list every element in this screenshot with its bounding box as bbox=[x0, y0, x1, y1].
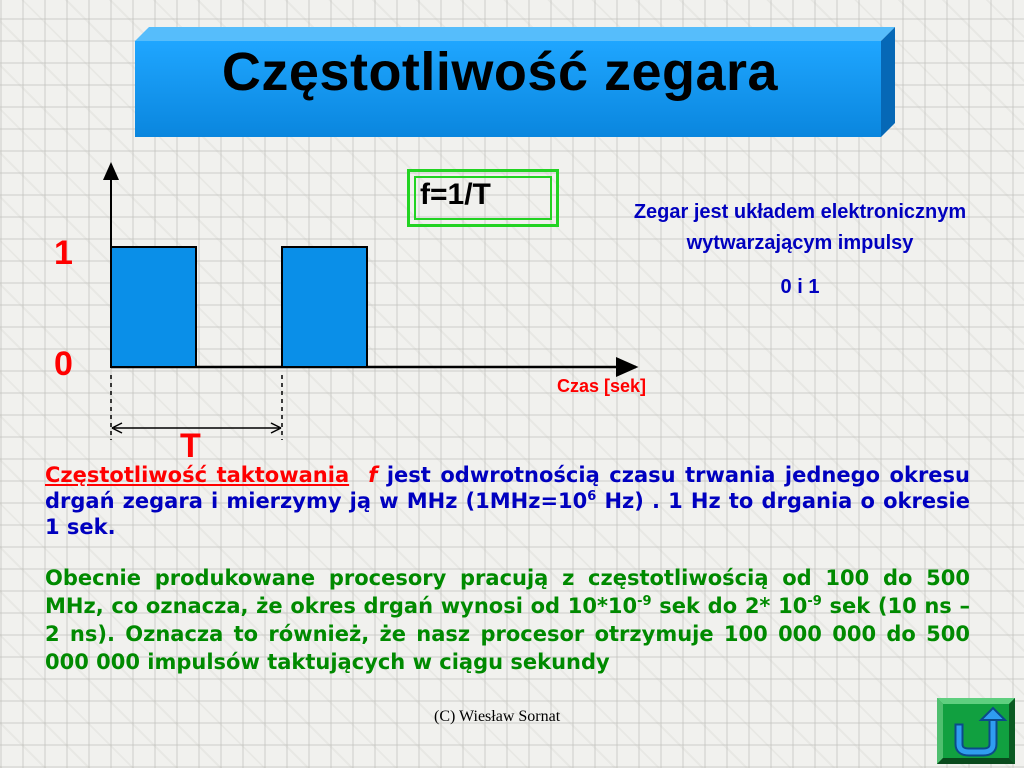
time-axis-label: Czas [sek] bbox=[557, 376, 647, 396]
period-label: T bbox=[180, 427, 201, 465]
pulse-1 bbox=[111, 247, 196, 367]
processor-note-exponent-b: -9 bbox=[807, 594, 822, 609]
label-high: 1 bbox=[54, 234, 73, 272]
clock-description-values: 0 i 1 bbox=[780, 276, 820, 298]
page-title: Częstotliwość zegara bbox=[221, 42, 779, 102]
processor-frequency-note bbox=[45, 564, 970, 676]
frequency-definition-text-a: jest odwrotnością czasu trwania jednego okresu drgań zegara i mierzymy ją w MHz (1MHz=10 bbox=[45, 463, 970, 513]
clock-description bbox=[630, 197, 970, 303]
frequency-definition-text-b: Hz) . 1 Hz to drgania o okresie 1 sek. bbox=[45, 489, 971, 539]
return-arrow-icon bbox=[937, 698, 1015, 764]
formula-box bbox=[407, 169, 559, 227]
return-button[interactable] bbox=[937, 698, 1015, 764]
pulse-2 bbox=[282, 247, 367, 367]
frequency-definition-exponent: 6 bbox=[587, 489, 597, 504]
clock-description-text: Zegar jest układem elektronicznym wytwarzającym impulsy bbox=[633, 201, 967, 254]
label-low: 0 bbox=[54, 345, 73, 383]
processor-note-exponent-a: -9 bbox=[637, 594, 652, 609]
symbol-f: f bbox=[368, 463, 378, 487]
copyright-footer: (C) Wiesław Sornat bbox=[434, 708, 561, 725]
processor-note-text-a: Obecnie produkowane procesory pracują z częstotliwością od 100 do 500 MHz, co oznacza, że okres drgań wynosi od 10*10 bbox=[45, 566, 970, 618]
processor-note-text-c: sek (10 ns – 2 ns). Oznacza to również, że nasz procesor otrzymuje 100 000 000 do 500 000 000 impulsów taktujących w ciągu sekundy bbox=[45, 594, 970, 674]
formula-text: f=1/T bbox=[420, 178, 491, 211]
term-clock-frequency: Częstotliwość taktowania bbox=[45, 463, 350, 487]
frequency-definition bbox=[45, 462, 970, 540]
processor-note-text-b: sek do 2* 10 bbox=[651, 594, 808, 618]
